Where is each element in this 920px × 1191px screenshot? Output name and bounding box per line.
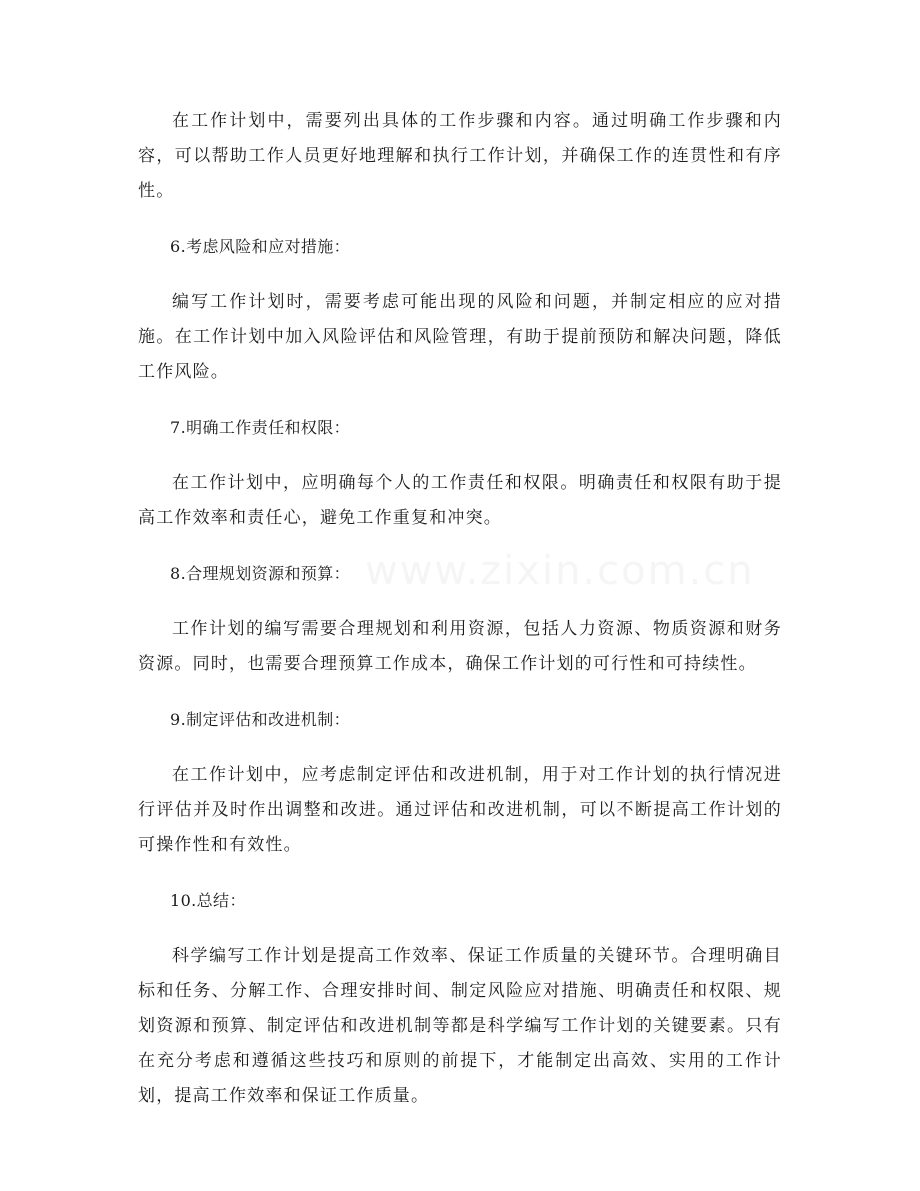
heading-resources-budget: 8.合理规划资源和预算： (170, 564, 351, 583)
heading-summary: 10.总结： (170, 891, 246, 910)
paragraph-evaluation: 在工作计划中，应考虑制定评估和改进机制，用于对工作计划的执行情况进行评估并及时作出调整和改进。通过评估和改进机制，可以不断提高工作计划的可操作性和有效性。 (138, 765, 782, 855)
document-body (138, 104, 782, 1137)
paragraph-risk-measures: 编写工作计划时，需要考虑可能出现的风险和问题，并制定相应的应对措施。在工作计划中加入风险评估和风险管理，有助于提前预防和解决问题，降低工作风险。 (138, 292, 782, 382)
heading-responsibility: 7.明确工作责任和权限： (170, 418, 351, 437)
paragraph-work-steps: 在工作计划中，需要列出具体的工作步骤和内容。通过明确工作步骤和内容，可以帮助工作人员更好地理解和执行工作计划，并确保工作的连贯性和有序性。 (138, 111, 782, 201)
paragraph-summary: 科学编写工作计划是提高工作效率、保证工作质量的关键环节。合理明确目标和任务、分解工作、合理安排时间、制定风险应对措施、明确责任和权限、规划资源和预算、制定评估和改进机制等都是科学编写工作计划的关键要素。只有在充分考虑和遵循这些技巧和原则的前提下，才能制定出高效、实用的工作计划，提高工作效率和保证工作质量。 (138, 946, 782, 1106)
watermark: www.zixin.com.cn (365, 548, 755, 594)
heading-risk-measures: 6.考虑风险和应对措施： (170, 237, 351, 256)
paragraph-resources-budget: 工作计划的编写需要合理规划和利用资源，包括人力资源、物质资源和财务资源。同时，也需要合理预算工作成本，确保工作计划的可行性和可持续性。 (138, 619, 782, 674)
paragraph-responsibility: 在工作计划中，应明确每个人的工作责任和权限。明确责任和权限有助于提高工作效率和责任心，避免工作重复和冲突。 (138, 473, 782, 528)
heading-evaluation: 9.制定评估和改进机制： (170, 710, 351, 729)
